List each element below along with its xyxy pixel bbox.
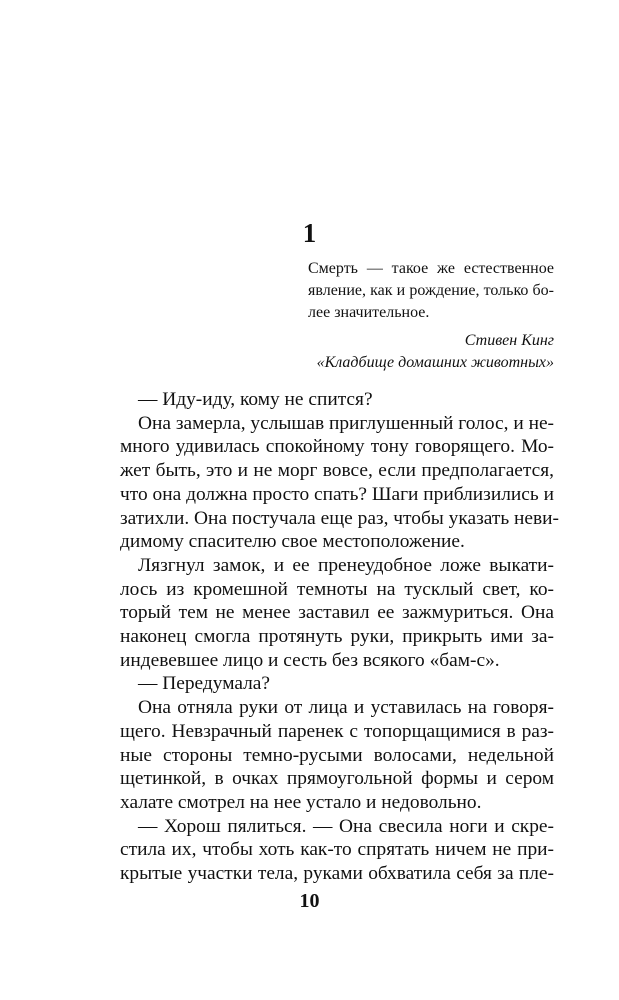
page-number: 10 (299, 890, 320, 912)
text-line: Лязгнул замок, и ее пренеудобное ложе выкати- (138, 554, 554, 576)
epigraph-line: лее значительное. (308, 304, 430, 321)
text-line: Она замерла, услышав приглушенный голос, и не- (138, 412, 555, 434)
epigraph-line: явление, как и рождение, только бо- (308, 282, 554, 299)
chapter-body-text (120, 388, 560, 886)
text-line: торый тем не менее заставил ее зажмуриться. Она (120, 602, 554, 624)
text-line: крытые участки тела, руками обхватила себя за пле- (120, 863, 554, 885)
text-line: димому спасителю свое местоположение. (120, 531, 465, 553)
text-line: ные стороны темно-русыми волосами, недельной (120, 744, 554, 766)
text-line: щетинкой, в очках прямоугольной формы и сером (120, 768, 554, 790)
text-line: — Хорош пялиться. — Она свесила ноги и скре- (138, 815, 554, 837)
text-line: что она должна просто спать? Шаги приблизились и (120, 483, 554, 505)
text-line: щего. Невзрачный паренек с топорщащимися в раз- (120, 720, 554, 742)
text-line: наконец смогла протянуть руки, прикрыть ими за- (120, 626, 554, 648)
text-line: много удивилась спокойному тону говорящего. Мо- (120, 436, 554, 458)
epigraph-line: Смерть — такое же естественное (308, 260, 554, 277)
text-line: — Иду-иду, кому не спится? (138, 389, 373, 410)
text-line: — Передумала? (138, 673, 271, 695)
text-line: индевевшее лицо и сесть без всякого «бам-с». (120, 649, 500, 671)
epigraph (308, 258, 554, 374)
text-line: затихли. Она постучала еще раз, чтобы указать неви- (120, 507, 560, 529)
epigraph-source: «Кладбище домашних животных» (316, 354, 554, 371)
text-line: Она отняла руки от лица и уставилась на говоря- (138, 697, 554, 719)
text-line: лось из кромешной темноты на тусклый свет, ко- (120, 578, 554, 600)
text-line: халате смотрел на нее устало и недовольно. (120, 791, 482, 813)
chapter-number: 1 (302, 218, 317, 248)
text-line: стила их, чтобы хоть как-то спрятать ничем не при- (120, 839, 554, 861)
epigraph-author: Стивен Кинг (464, 332, 554, 349)
text-line: жет быть, это и не морг вовсе, если предполагается, (120, 460, 554, 482)
